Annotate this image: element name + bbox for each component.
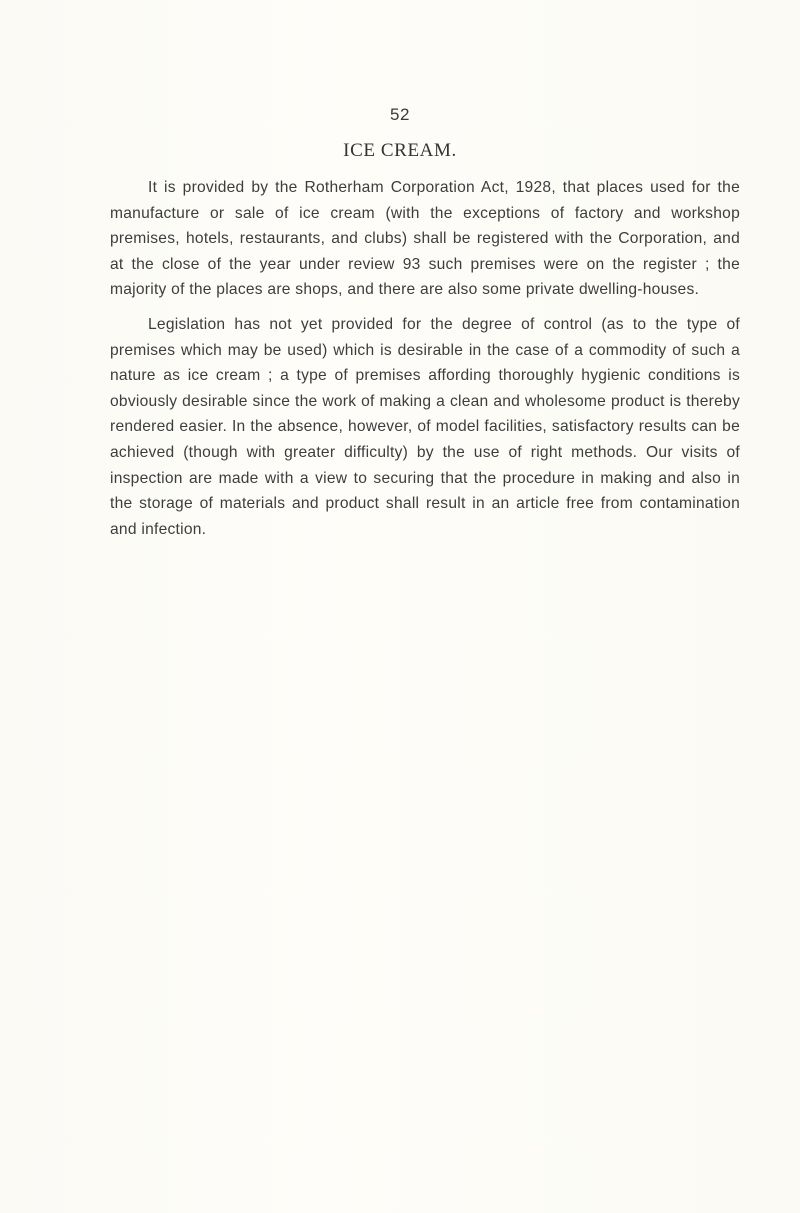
paragraph-registration: It is provided by the Rotherham Corporation Act, 1928, that places used for the manufacture or sale of ice cream (with the exceptions of factory and workshop premises, hotels, restaurants, and clubs) shall be registered with the Corporation, and at the close of the year under review 93 such premises were on the register ; the majority of the places are shops, and there are also some private dwelling-houses. bbox=[110, 179, 740, 299]
paragraph-legislation: Legislation has not yet provided for the degree of control (as to the type of premises which may be used) which is desirable in the case of a commodity of such a nature as ice cream ; a type of premises affording thoroughly hygienic conditions is obviously desirable since the work of making a clean and wholesome product is thereby rendered easier. In the absence, however, of model facilities, satisfactory results can be achieved (though with greater difficulty) by the use of right methods. Our visits of inspection are made with a view to securing that the procedure in making and also in the storage of materials and product shall result in an article free from contamination and infection. bbox=[110, 316, 740, 538]
section-heading: ICE CREAM. bbox=[343, 140, 457, 161]
page-number: 52 bbox=[390, 105, 410, 124]
